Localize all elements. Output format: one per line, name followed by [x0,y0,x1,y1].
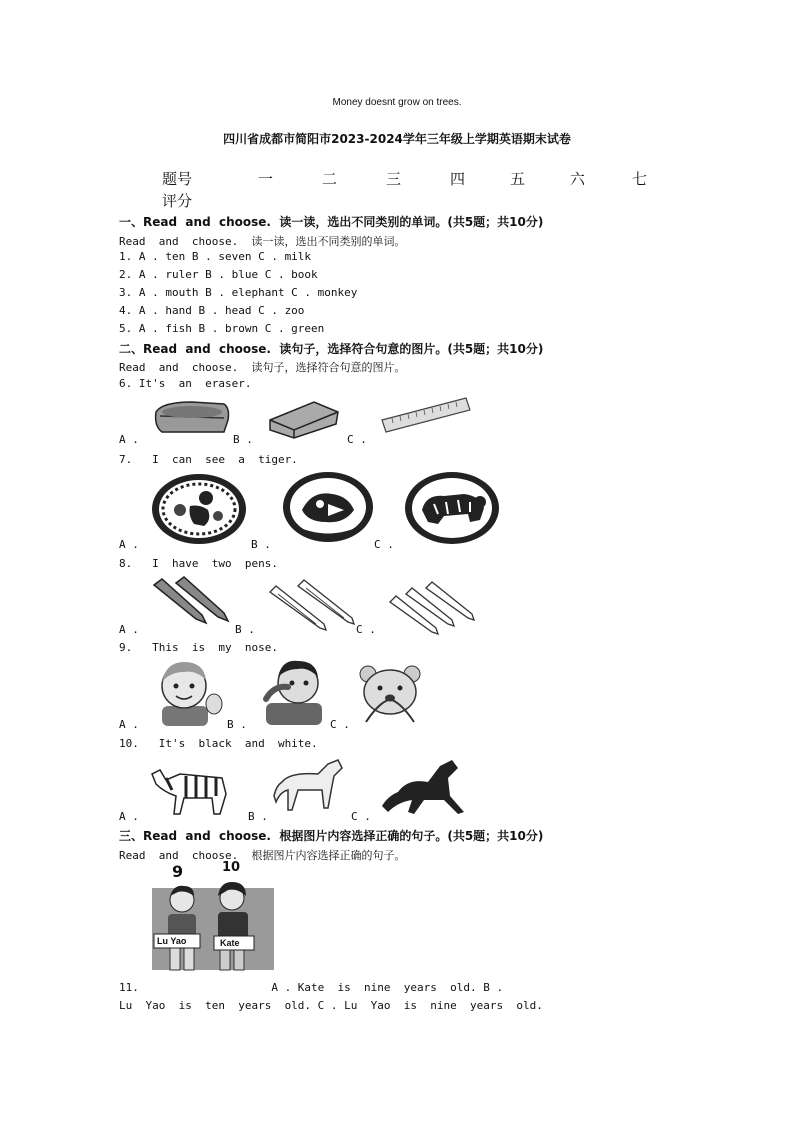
list-item: 3. A . mouth B . elephant C . monkey [119,286,358,299]
two-pencils-picture [150,575,232,625]
option-a-label: A . [119,623,139,636]
option-c-label: C . [374,538,394,551]
option-b-label: B . [235,623,255,636]
question-11-line2: Lu Yao is ten years old. C . Lu Yao is nine years old. [119,999,543,1012]
zebra-picture [150,764,234,818]
three-pens-picture [386,580,480,634]
tiger-papercut-picture [404,470,500,546]
option-b-label: B . [233,433,253,446]
page-title: 四川省成都市简阳市2023-2024学年三年级上学期英语期末试卷 [223,132,571,146]
score-col-7: 七 [632,170,648,188]
age-number-right: 10 [222,860,241,875]
name-tag-left: Lu Yao [157,936,187,946]
question-10: 10. It's black and white. [119,737,318,750]
boy-waving-picture [150,656,226,726]
eraser-picture [266,398,342,440]
option-b-label: B . [227,718,247,731]
black-horse-picture [378,756,470,818]
question-11-line1: 11. A . Kate is nine years old. B . [119,981,504,994]
score-label: 评分 [162,192,193,210]
boy-pointing-nose-picture [258,655,330,725]
score-col-2: 二 [322,170,338,188]
score-col-3: 三 [386,170,402,188]
score-row-label: 题号 [162,170,193,188]
list-item: 2. A . ruler B . blue C . book [119,268,318,281]
score-table-header [162,168,662,189]
kids-age-picture [152,862,276,974]
option-a-label: A . [119,718,139,731]
score-col-5: 五 [510,170,526,188]
option-c-label: C . [351,810,371,823]
question-9: 9. This is my nose. [119,641,278,654]
section2-heading: 二、Read and choose. 读句子，选择符合句意的图片。(共5题；共10分) [119,342,544,356]
monkey-papercut-picture [150,472,248,546]
score-col-1: 一 [258,170,274,188]
two-pens-picture [266,578,358,632]
score-col-4: 四 [450,170,466,188]
option-b-label: B . [251,538,271,551]
question-8: 8. I have two pens. [119,557,278,570]
section1-heading: 一、Read and choose. 读一读，选出不同类别的单词。(共5题；共10分) [119,215,544,229]
option-c-label: C . [356,623,376,636]
section3-heading: 三、Read and choose. 根据图片内容选择正确的句子。(共5题；共10分) [119,829,544,843]
list-item: 5. A . fish B . brown C . green [119,322,325,335]
ruler-picture [378,396,472,436]
section3-instruction: Read and choose. 根据图片内容选择正确的句子。 [119,849,406,862]
section2-instruction: Read and choose. 读句子，选择符合句意的图片。 [119,361,406,374]
white-horse-picture [272,756,348,816]
rooster-papercut-picture [282,470,374,544]
option-a-label: A . [119,810,139,823]
option-a-label: A . [119,433,139,446]
pencil-case-picture [152,398,232,438]
option-c-label: C . [330,718,350,731]
bear-touching-nose-picture [358,664,422,726]
option-a-label: A . [119,538,139,551]
section1-instruction: Read and choose. 读一读，选出不同类别的单词。 [119,235,406,248]
question-6: 6. It's an eraser. [119,377,252,390]
motto: Money doesnt grow on trees. [332,97,462,108]
question-7: 7. I can see a tiger. [119,453,298,466]
list-item: 1. A . ten B . seven C . milk [119,250,312,263]
score-col-6: 六 [570,170,586,188]
option-c-label: C . [347,433,367,446]
kids-illustration [152,862,276,974]
option-b-label: B . [248,810,268,823]
age-number-left: 9 [172,862,184,881]
list-item: 4. A . hand B . head C . zoo [119,304,305,317]
name-tag-right: Kate [220,938,240,948]
